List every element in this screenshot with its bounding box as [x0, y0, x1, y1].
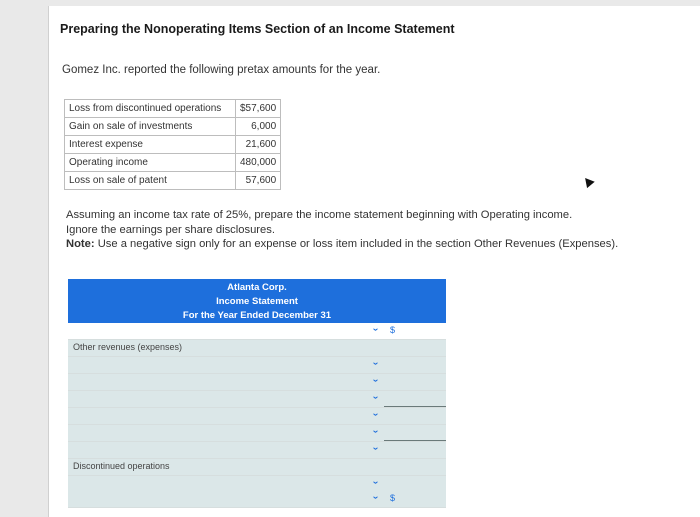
chevron-down-icon[interactable]: › — [370, 495, 382, 500]
table-row — [65, 136, 281, 154]
statement-header — [68, 279, 446, 323]
discontinued-operations-label: Discontinued operations — [73, 461, 170, 471]
table-row — [65, 118, 281, 136]
item-label: Loss from discontinued operations — [65, 100, 236, 118]
chevron-down-icon[interactable]: › — [370, 412, 382, 417]
statement-row[interactable] — [68, 425, 446, 442]
chevron-down-icon[interactable]: › — [370, 480, 382, 485]
dollar-sign: $ — [390, 493, 396, 503]
statement-row — [68, 459, 446, 476]
dollar-sign: $ — [390, 325, 396, 335]
other-revenues-label: Other revenues (expenses) — [73, 342, 183, 352]
note-text: Use a negative sign only for an expense or loss item included in the section Other Revenues (Expenses). — [94, 238, 619, 250]
instruction-line: Ignore the earnings per share disclosures. — [66, 223, 275, 236]
instructions — [66, 208, 656, 252]
item-amount: 480,000 — [236, 154, 281, 172]
amount-input[interactable] — [384, 425, 446, 441]
chevron-down-icon[interactable]: › — [370, 429, 382, 434]
statement-period: For the Year Ended December 31 — [182, 310, 332, 321]
statement-row[interactable] — [68, 491, 446, 508]
chevron-down-icon[interactable]: › — [370, 361, 382, 366]
amount-input[interactable] — [384, 391, 446, 407]
statement-row[interactable] — [68, 374, 446, 391]
company-name: Atlanta Corp. — [227, 282, 287, 293]
chevron-down-icon[interactable]: › — [370, 446, 382, 451]
chevron-down-icon[interactable]: › — [370, 327, 382, 332]
given-amounts-table — [64, 99, 281, 190]
item-label: Loss on sale of patent — [65, 172, 236, 190]
statement-row[interactable] — [68, 408, 446, 425]
statement-row — [68, 323, 446, 340]
chevron-down-icon[interactable]: › — [370, 395, 382, 400]
item-amount: $57,600 — [236, 100, 281, 118]
statement-row[interactable] — [68, 442, 446, 459]
item-amount: 57,600 — [236, 172, 281, 190]
item-amount: 21,600 — [236, 136, 281, 154]
item-label: Operating income — [65, 154, 236, 172]
item-label: Gain on sale of investments — [65, 118, 236, 136]
chevron-down-icon[interactable]: › — [370, 378, 382, 383]
statement-row[interactable] — [68, 391, 446, 408]
note-line — [66, 237, 656, 252]
item-amount: 6,000 — [236, 118, 281, 136]
page-title: Preparing the Nonoperating Items Section of an Income Statement — [60, 22, 455, 36]
item-label: Interest expense — [65, 136, 236, 154]
income-statement-form — [68, 279, 446, 507]
table-row — [65, 100, 281, 118]
intro-text: Gomez Inc. reported the following pretax amounts for the year. — [62, 64, 381, 76]
table-row — [65, 172, 281, 190]
amount-input[interactable] — [384, 476, 446, 492]
table-row — [65, 154, 281, 172]
statement-name: Income Statement — [216, 296, 298, 307]
instruction-line: Assuming an income tax rate of 25%, prepare the income statement beginning with Operating income. — [66, 209, 573, 221]
statement-row[interactable] — [68, 357, 446, 374]
statement-row — [68, 340, 446, 357]
note-label: Note: — [66, 238, 95, 250]
